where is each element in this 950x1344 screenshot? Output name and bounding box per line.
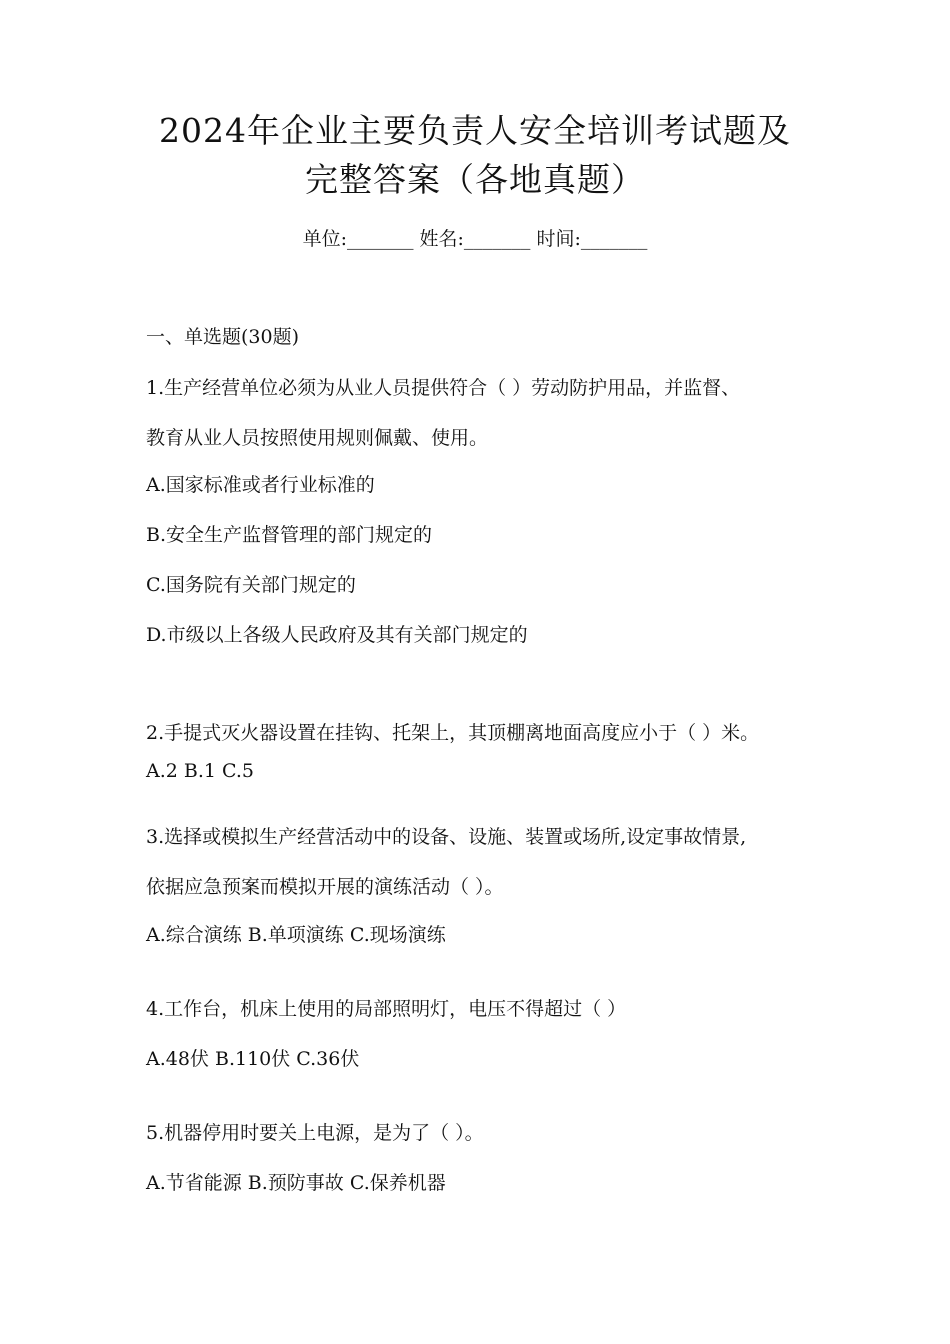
question-3-stem-line-2: 依据应急预案而模拟开展的演练活动（ ）。	[146, 876, 504, 898]
question-3-stem-line-1: 3.选择或模拟生产经营活动中的设备、设施、装置或场所,设定事故情景,	[146, 826, 747, 848]
exam-info-line: 单位:_______ 姓名:_______ 时间:_______	[302, 228, 648, 250]
question-1-stem-line-2: 教育从业人员按照使用规则佩戴、使用。	[146, 427, 489, 449]
question-1-stem-line-1: 1.生产经营单位必须为从业人员提供符合（ ）劳动防护用品，并监督、	[146, 377, 741, 399]
question-3-options: A.综合演练 B.单项演练 C.现场演练	[146, 924, 446, 946]
question-2-options: A.2 B.1 C.5	[146, 760, 255, 782]
section-heading: 一、单选题(30题)	[146, 326, 300, 348]
document-title-line-2: 完整答案（各地真题）	[305, 160, 645, 199]
document-title-line-1: 2024年企业主要负责人安全培训考试题及	[159, 111, 791, 150]
question-2-stem-line-1: 2.手提式灭火器设置在挂钩、托架上，其顶棚离地面高度应小于（ ）米。	[146, 722, 760, 744]
question-4-options: A.48伏 B.110伏 C.36伏	[146, 1048, 360, 1070]
question-4-stem-line-1: 4.工作台，机床上使用的局部照明灯，电压不得超过（ ）	[146, 998, 627, 1020]
question-1-option-a: A.国家标准或者行业标准的	[146, 474, 375, 496]
question-5-options: A.节省能源 B.预防事故 C.保养机器	[146, 1172, 446, 1194]
question-1-option-c: C.国务院有关部门规定的	[146, 574, 356, 596]
question-1-option-d: D.市级以上各级人民政府及其有关部门规定的	[146, 624, 528, 646]
question-5-stem-line-1: 5.机器停用时要关上电源，是为了（ ）。	[146, 1122, 484, 1144]
question-1-option-b: B.安全生产监督管理的部门规定的	[146, 524, 433, 546]
